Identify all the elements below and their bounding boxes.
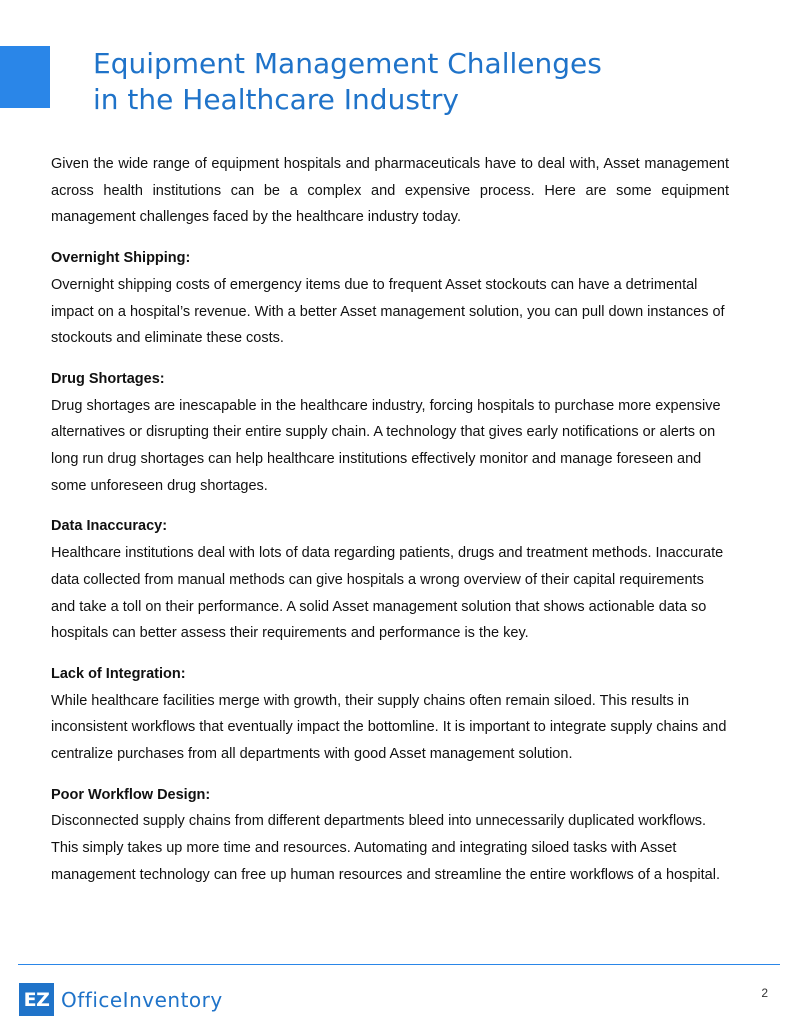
section-body: Disconnected supply chains from different departments bleed into unnecessarily duplicated workflows. This simply takes up more time and resources. Automating and integrating siloed tasks with Asset management technology can free up human resources and streamline the entire workflows of a hospital.: [51, 813, 720, 883]
intro-paragraph: Given the wide range of equipment hospitals and pharmaceuticals have to deal with, Asset management across health institutions can be a complex and expensive process. Here are some equipment management challenges faced by the healthcare industry today.: [51, 156, 729, 226]
page-title-line-2: in the Healthcare Industry: [93, 83, 459, 116]
logo-wordmark: OfficeInventory: [61, 987, 223, 1012]
page-title-line-1: Equipment Management Challenges: [93, 47, 602, 80]
footer-logo: [19, 983, 223, 1016]
section-heading: Overnight Shipping:: [51, 250, 191, 267]
section-body: While healthcare facilities merge with growth, their supply chains often remain siloed. This results in inconsistent workflows that eventually impact the bottomline. It is important to integrate supply chains and centralize purchases from all departments with good Asset management solution.: [51, 692, 727, 763]
section-overnight-shipping: [51, 245, 729, 352]
section-lack-of-integration: [51, 661, 729, 768]
section-poor-workflow-design: [51, 782, 729, 889]
section-heading: Lack of Integration:: [51, 665, 186, 682]
section-body: Drug shortages are inescapable in the healthcare industry, forcing hospitals to purchase more expensive alternatives or disrupting their entire supply chain. A technology that gives early notifications or alerts on long run drug shortages can help healthcare institutions effectively monitor and manage foreseen and some unforeseen drug shortages.: [51, 397, 721, 494]
section-data-inaccuracy: [51, 513, 729, 647]
section-heading: Poor Workflow Design:: [51, 786, 211, 803]
section-body: Overnight shipping costs of emergency items due to frequent Asset stockouts can have a detrimental impact on a hospital’s revenue. With a better Asset management solution, you can pull down instances of stockouts and eliminate these costs.: [51, 276, 725, 347]
document-body: [51, 151, 729, 889]
page-number: 2: [761, 986, 768, 1000]
section-drug-shortages: [51, 366, 729, 500]
footer-divider: [18, 964, 780, 965]
logo-mark-icon: EZ: [19, 983, 54, 1016]
section-body: Healthcare institutions deal with lots of data regarding patients, drugs and treatment methods. Inaccurate data collected from manual methods can give hospitals a wrong overview of their capital requirements and take a toll on their performance. A solid Asset management solution that shows actionable data so hospitals can better assess their requirements and performance is the key.: [51, 545, 724, 642]
page-title: [93, 46, 602, 118]
header-accent-block: [0, 46, 50, 108]
section-heading: Drug Shortages:: [51, 370, 165, 387]
section-heading: Data Inaccuracy:: [51, 518, 168, 535]
